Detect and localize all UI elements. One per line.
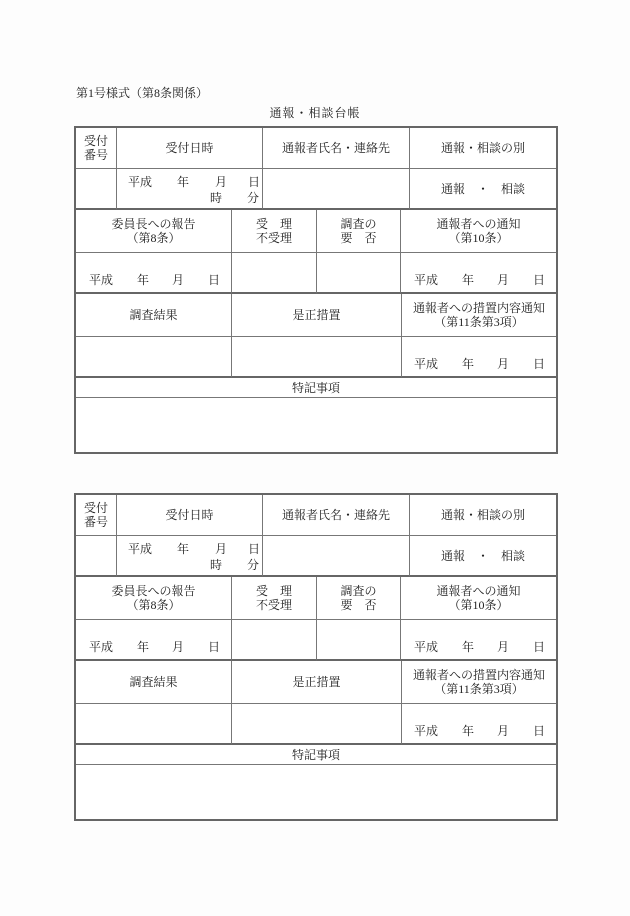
reporter-header — [263, 128, 410, 169]
special-notes-field — [76, 765, 556, 819]
date-era: 平成 — [128, 175, 153, 189]
type-header — [410, 495, 556, 536]
reporter-field — [263, 536, 410, 577]
report-to-chair-header — [76, 577, 232, 620]
date-month: 月 — [172, 640, 185, 654]
report-to-chair-field — [76, 620, 232, 661]
acceptance-line1: 受 理 — [255, 217, 292, 231]
date-day: 日 — [248, 542, 261, 556]
date-era: 平成 — [414, 724, 439, 738]
notice-to-reporter-header — [401, 577, 556, 620]
investigation-need-header — [317, 210, 401, 253]
time-hour: 時 — [210, 558, 223, 572]
acceptance-header — [232, 577, 317, 620]
type-label: 通報・相談の別 — [440, 508, 525, 522]
date-year: 年 — [462, 640, 475, 654]
action-notice-label: 通報者への措置内容通知 — [412, 301, 545, 315]
type-options: 通報 ・ 相談 — [440, 548, 525, 563]
type-header — [410, 128, 556, 169]
date-year: 年 — [137, 273, 150, 287]
special-notes-header — [76, 378, 556, 398]
report-to-chair-field — [76, 253, 232, 294]
date-month: 月 — [497, 273, 510, 287]
report-to-chair-label: 委員長への報告 — [111, 217, 196, 231]
notice-to-reporter-field — [401, 253, 556, 294]
time-hour: 時 — [210, 191, 223, 205]
investigation-result-header — [76, 294, 232, 337]
receipt-number-label-line1: 受付 — [83, 501, 108, 515]
date-day: 日 — [208, 273, 221, 287]
type-field — [410, 536, 556, 577]
time-minute: 分 — [247, 191, 260, 205]
receipt-datetime-header — [117, 128, 263, 169]
investigation-need-line2: 要 否 — [340, 231, 377, 245]
date-month: 月 — [497, 357, 510, 371]
investigation-result-label: 調査結果 — [129, 675, 178, 689]
report-to-chair-ref: （第8条） — [126, 231, 181, 245]
date-month: 月 — [215, 542, 228, 556]
corrective-action-header — [232, 661, 402, 704]
notice-to-reporter-header — [401, 210, 556, 253]
date-day: 日 — [533, 273, 546, 287]
acceptance-field — [232, 620, 317, 661]
investigation-need-line1: 調査の — [340, 217, 377, 231]
action-notice-header — [402, 294, 556, 337]
ledger-table-2 — [74, 493, 558, 821]
investigation-result-header — [76, 661, 232, 704]
reporter-field — [263, 169, 410, 210]
date-month: 月 — [172, 273, 185, 287]
date-year: 年 — [462, 724, 475, 738]
date-era: 平成 — [414, 640, 439, 654]
form-number: 第1号様式（第8条関係） — [76, 86, 209, 100]
report-to-chair-header — [76, 210, 232, 253]
receipt-number-label-line1: 受付 — [83, 134, 108, 148]
notice-to-reporter-ref: （第10条） — [448, 231, 509, 245]
type-field — [410, 169, 556, 210]
special-notes-field — [76, 398, 556, 452]
corrective-action-field — [232, 704, 402, 745]
investigation-need-field — [317, 620, 401, 661]
investigation-result-label: 調査結果 — [129, 308, 178, 322]
date-year: 年 — [137, 640, 150, 654]
investigation-need-line1: 調査の — [340, 584, 377, 598]
receipt-number-header — [76, 495, 117, 536]
action-notice-header — [402, 661, 556, 704]
report-to-chair-ref: （第8条） — [126, 598, 181, 612]
acceptance-line2: 不受理 — [255, 231, 292, 245]
date-era: 平成 — [128, 542, 153, 556]
receipt-datetime-field — [117, 169, 263, 210]
investigation-need-line2: 要 否 — [340, 598, 377, 612]
date-era: 平成 — [89, 640, 114, 654]
receipt-datetime-field — [117, 536, 263, 577]
action-notice-ref: （第11条第3項） — [434, 315, 524, 329]
receipt-number-header — [76, 128, 117, 169]
investigation-result-field — [76, 704, 232, 745]
acceptance-line2: 不受理 — [255, 598, 292, 612]
acceptance-header — [232, 210, 317, 253]
date-month: 月 — [497, 640, 510, 654]
date-day: 日 — [533, 724, 546, 738]
date-era: 平成 — [414, 357, 439, 371]
investigation-need-field — [317, 253, 401, 294]
acceptance-field — [232, 253, 317, 294]
special-notes-label: 特記事項 — [291, 380, 340, 395]
reporter-label: 通報者氏名・連絡先 — [281, 141, 390, 155]
action-notice-ref: （第11条第3項） — [434, 682, 524, 696]
reporter-header — [263, 495, 410, 536]
special-notes-label: 特記事項 — [291, 747, 340, 762]
report-to-chair-label: 委員長への報告 — [111, 584, 196, 598]
special-notes-header — [76, 745, 556, 765]
date-day: 日 — [533, 640, 546, 654]
corrective-action-header — [232, 294, 402, 337]
investigation-result-field — [76, 337, 232, 378]
date-day: 日 — [248, 175, 261, 189]
ledger-table-1 — [74, 126, 558, 454]
notice-to-reporter-field — [401, 620, 556, 661]
date-era: 平成 — [414, 273, 439, 287]
action-notice-label: 通報者への措置内容通知 — [412, 668, 545, 682]
receipt-datetime-label: 受付日時 — [165, 508, 214, 522]
investigation-need-header — [317, 577, 401, 620]
date-month: 月 — [497, 724, 510, 738]
receipt-number-field — [76, 169, 117, 210]
notice-to-reporter-label: 通報者への通知 — [436, 217, 521, 231]
reporter-label: 通報者氏名・連絡先 — [281, 508, 390, 522]
receipt-number-label-line2: 番号 — [83, 148, 108, 162]
document-title: 通報・相談台帳 — [269, 106, 361, 120]
acceptance-line1: 受 理 — [255, 584, 292, 598]
action-notice-field — [402, 337, 556, 378]
date-day: 日 — [208, 640, 221, 654]
date-year: 年 — [177, 542, 190, 556]
date-era: 平成 — [89, 273, 114, 287]
receipt-number-label-line2: 番号 — [83, 515, 108, 529]
date-month: 月 — [215, 175, 228, 189]
receipt-number-field — [76, 536, 117, 577]
action-notice-field — [402, 704, 556, 745]
date-year: 年 — [177, 175, 190, 189]
date-day: 日 — [533, 357, 546, 371]
receipt-datetime-label: 受付日時 — [165, 141, 214, 155]
corrective-action-label: 是正措置 — [292, 675, 341, 689]
notice-to-reporter-ref: （第10条） — [448, 598, 509, 612]
date-year: 年 — [462, 273, 475, 287]
type-options: 通報 ・ 相談 — [440, 181, 525, 196]
type-label: 通報・相談の別 — [440, 141, 525, 155]
notice-to-reporter-label: 通報者への通知 — [436, 584, 521, 598]
corrective-action-field — [232, 337, 402, 378]
receipt-datetime-header — [117, 495, 263, 536]
time-minute: 分 — [247, 558, 260, 572]
corrective-action-label: 是正措置 — [292, 308, 341, 322]
date-year: 年 — [462, 357, 475, 371]
